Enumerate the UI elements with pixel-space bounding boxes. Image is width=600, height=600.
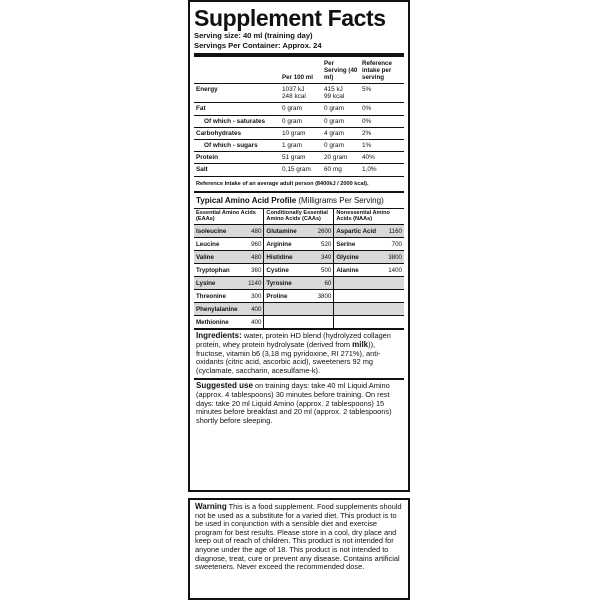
nutrient-value: 0 gram: [322, 115, 360, 127]
nutrient-label: Of which - sugars: [194, 140, 280, 152]
amino-value: 3800: [388, 253, 402, 261]
nutrient-value: 1037 kJ 248 kcal: [280, 84, 322, 103]
nutrient-value: 0 gram: [322, 140, 360, 152]
amino-value: 1140: [248, 279, 262, 287]
amino-cell: [334, 290, 404, 303]
amino-name: Tyrosine: [266, 279, 292, 287]
servings-per-container: Servings Per Container: Approx. 24: [194, 41, 322, 50]
nutrient-label: Salt: [194, 164, 280, 176]
nutrient-value: 415 kJ 99 kcal: [322, 84, 360, 103]
nutrient-label: Energy: [194, 84, 280, 103]
amino-cell: [264, 264, 334, 277]
amino-value: 1400: [388, 266, 402, 274]
amino-row: [194, 277, 404, 290]
nutrition-table: [194, 59, 404, 176]
nutrient-value: 1%: [360, 140, 404, 152]
col-reference: Reference intake per serving: [360, 59, 404, 84]
amino-name: Arginine: [266, 240, 292, 248]
amino-name: Methionine: [196, 318, 229, 326]
amino-cell: [194, 225, 264, 238]
panel-title: Supplement Facts: [194, 5, 386, 31]
amino-name: Isoleucine: [196, 227, 227, 235]
amino-value: 1160: [388, 227, 402, 235]
nutrient-value: 0,15 gram: [280, 164, 322, 176]
amino-cell: [194, 303, 264, 316]
nutrition-row: [194, 164, 404, 176]
amino-name: Proline: [266, 292, 288, 300]
nutrient-label: Carbohydrates: [194, 127, 280, 139]
amino-cell: [264, 277, 334, 290]
suggested-use: Suggested use on training days: take 40 ml Liquid Amino (approx. 4 tablespoons) 30 minutes before training. On rest days: take 20 ml Liquid Amino (approx. 2 tablespoons) 15 minutes before breakfast and 20 ml (approx. 2 tablespoons) shortly before sleeping.: [194, 378, 404, 428]
amino-cell: [334, 251, 404, 264]
amino-cell: [194, 316, 264, 329]
amino-name: Threonine: [196, 292, 226, 300]
amino-cell: [264, 316, 334, 329]
nutrient-value: 0%: [360, 115, 404, 127]
amino-name: Lysine: [196, 279, 216, 287]
ingredients: Ingredients: water, protein HD blend (hydrolyzed collagen protein, whey protein hydrolysate (derived from milk)), fructose, vitamin b6 (3,18 mg pyridoxine, RI 271%), anti-oxidants (citric acid, ascorbic acid), sweeteners 92 mg (cyclamate, saccharin, acesulfame-k).: [194, 328, 404, 378]
amino-value: 520: [321, 240, 332, 248]
nutrient-label: Protein: [194, 152, 280, 164]
amino-value: 300: [251, 292, 262, 300]
nutrient-value: 0 gram: [280, 115, 322, 127]
amino-value: 400: [251, 318, 262, 326]
amino-title: Typical Amino Acid Profile (Milligrams Per Serving): [194, 191, 404, 208]
nutrient-value: 60 mg: [322, 164, 360, 176]
amino-cell: [264, 238, 334, 251]
nutrient-value: 0%: [360, 103, 404, 115]
amino-name: Glycine: [336, 253, 359, 261]
amino-name: Leucine: [196, 240, 220, 248]
nutrient-value: 4 gram: [322, 127, 360, 139]
col-caa: Conditionally Essential Amino Acids (CAAs): [264, 208, 334, 225]
nutrient-value: 1 gram: [280, 140, 322, 152]
nutrient-value: 40%: [360, 152, 404, 164]
nutrition-row: [194, 103, 404, 115]
amino-cell: [334, 238, 404, 251]
amino-value: 340: [321, 253, 332, 261]
nutrition-row: [194, 84, 404, 103]
amino-name: Histidine: [266, 253, 293, 261]
amino-value: 400: [251, 305, 262, 313]
amino-cell: [194, 290, 264, 303]
amino-cell: [194, 238, 264, 251]
amino-row: [194, 225, 404, 238]
amino-cell: [194, 264, 264, 277]
nutrient-value: 0 gram: [280, 103, 322, 115]
amino-value: 500: [321, 266, 332, 274]
nutrient-value: 2%: [360, 127, 404, 139]
amino-cell: [264, 251, 334, 264]
nutrient-value: 10 gram: [280, 127, 322, 139]
col-eaa: Essential Amino Acids (EAAs): [194, 208, 264, 225]
amino-name: Alanine: [336, 266, 359, 274]
amino-row: [194, 251, 404, 264]
amino-cell: [264, 225, 334, 238]
amino-value: 360: [251, 266, 262, 274]
amino-value: 3800: [317, 292, 332, 300]
nutrient-value: 1,0%: [360, 164, 404, 176]
amino-cell: [334, 316, 404, 329]
amino-row: [194, 303, 404, 316]
amino-name: Glutamine: [266, 227, 297, 235]
amino-name: Phenylalanine: [196, 305, 238, 313]
amino-value: 480: [251, 253, 262, 261]
amino-value: 60: [324, 279, 332, 287]
nutrient-value: 5%: [360, 84, 404, 103]
supplement-facts-panel: [188, 0, 410, 492]
warning-box: Warning This is a food supplement. Food supplements should not be used as a substitute for a varied diet. This product is to be used in conjunction with a sensible diet and exercise program for best results. Please store in a cool, dry place and keep out of reach of children. This product is not intended for anyone under the age of 18. This product is not intended to diagnose, treat, cure or prevent any disease. Contains artificial sweeteners. Never exceed the recommended dose.: [188, 498, 410, 600]
amino-row: [194, 316, 404, 329]
serving-size: Serving size: 40 ml (training day): [194, 31, 313, 40]
amino-cell: [194, 277, 264, 290]
amino-cell: [334, 303, 404, 316]
col-naa: Nonessential Amino Acids (NAAs): [336, 209, 390, 223]
amino-name: Serine: [336, 240, 356, 248]
amino-name: Valine: [196, 253, 214, 261]
amino-row: [194, 290, 404, 303]
nutrient-label: Of which - saturates: [194, 115, 280, 127]
amino-value: 2600: [317, 227, 332, 235]
col-per-serving: Per Serving (40 ml): [322, 59, 360, 84]
amino-cell: [264, 303, 334, 316]
amino-cell: [334, 264, 404, 277]
amino-table: [194, 208, 404, 329]
amino-cell: [264, 290, 334, 303]
col-per-100: Per 100 ml: [280, 59, 322, 84]
nutrient-value: 0 gram: [322, 103, 360, 115]
amino-value: 700: [391, 240, 402, 248]
nutrition-row: [194, 115, 404, 127]
nutrient-value: 20 gram: [322, 152, 360, 164]
amino-name: Cystine: [266, 266, 289, 274]
amino-value: 480: [251, 227, 262, 235]
nutrient-label: Fat: [194, 103, 280, 115]
amino-cell: [334, 225, 404, 238]
amino-row: [194, 238, 404, 251]
amino-name: Aspartic Acid: [336, 227, 377, 235]
nutrient-value: 51 gram: [280, 152, 322, 164]
amino-cell: [194, 251, 264, 264]
reference-note: Reference Intake of an average adult person (8400kJ / 2000 kcal).: [194, 176, 404, 191]
amino-name: Tryptophan: [196, 266, 230, 274]
nutrition-row: [194, 127, 404, 139]
amino-value: 960: [251, 240, 262, 248]
nutrition-row: [194, 152, 404, 164]
amino-cell: [334, 277, 404, 290]
amino-row: [194, 264, 404, 277]
divider-thick: [194, 53, 404, 57]
nutrition-row: [194, 140, 404, 152]
